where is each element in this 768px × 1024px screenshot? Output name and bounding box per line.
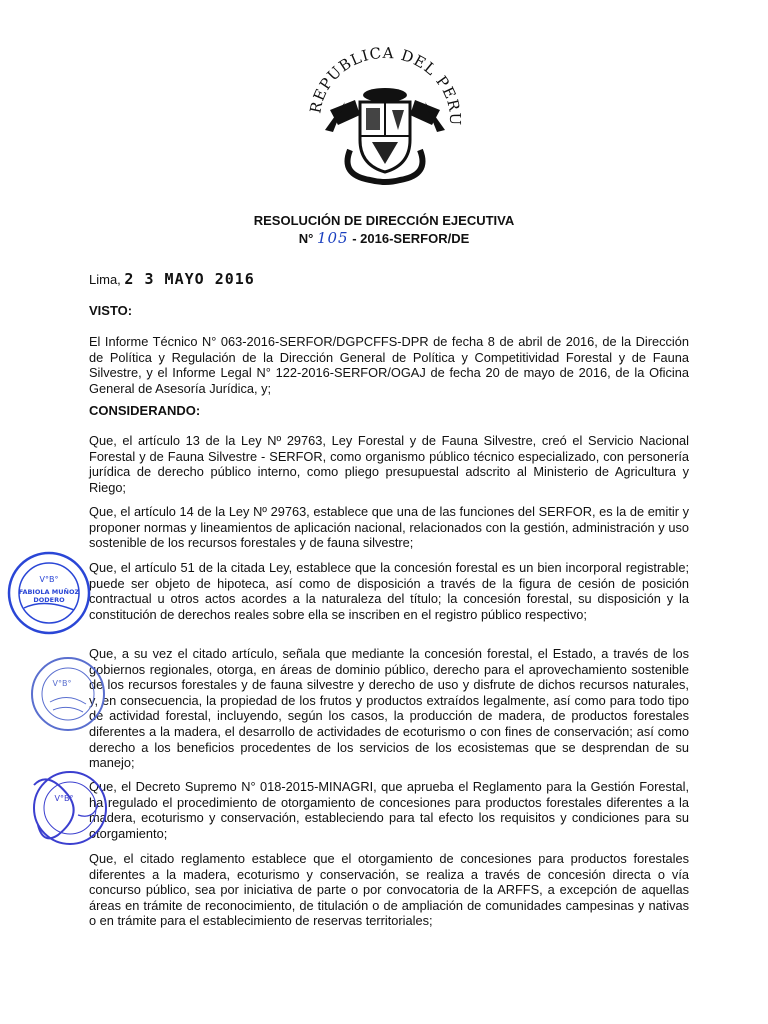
paragraph-1: Que, el artículo 13 de la Ley Nº 29763, Ley Forestal y de Fauna Silvestre, creó el Servicio Nacional Forestal y de Fauna Silvestre - SERFOR, como organismo público técnico especializado, con personería jurídica de derecho público interno, como pliego presupuestal adscrito al Ministerio de Agricultura y Riego;: [89, 433, 689, 495]
svg-text:FABIOLA MUÑOZ: FABIOLA MUÑOZ: [18, 588, 80, 596]
considerando-heading: CONSIDERANDO:: [89, 403, 201, 418]
peru-coat-of-arms-emblem: [300, 40, 470, 190]
resolution-number-line: [0, 229, 768, 247]
svg-text:V°B°: V°B°: [52, 679, 72, 688]
number-prefix: N°: [298, 231, 314, 246]
svg-text:DODERO: DODERO: [33, 596, 65, 604]
official-seal-stamp-1: [4, 548, 94, 638]
visto-paragraph: El Informe Técnico N° 063-2016-SERFOR/DGPCFFS-DPR de fecha 8 de abril de 2016, de la Dirección de Política y Regulación de la Dirección General de Política y Competitividad Forestal y de Fauna Silvestre, y el Informe Legal N° 122-2016-SERFOR/OGAJ de fecha 20 de mayo de 2016, de la Oficina General de Asesoría Jurídica, y;: [89, 334, 689, 396]
svg-text:REPUBLICA DEL PERU: REPUBLICA DEL PERU: [306, 43, 465, 127]
paragraph-3: Que, el artículo 51 de la citada Ley, establece que la concesión forestal es un bien incorporal registrable; puede ser objeto de hipoteca, así como de disposición a través de la figura de cesión de posición contractual u otros actos acordes a la naturaleza del título; la concesión forestal, su disposición y la constitución de derechos reales sobre ella se inscriben en el registro público respectivo;: [89, 560, 689, 622]
resolution-title: RESOLUCIÓN DE DIRECCIÓN EJECUTIVA: [253, 213, 515, 228]
official-seal-stamp-3: [28, 765, 110, 851]
paragraph-4: Que, a su vez el citado artículo, señala que mediante la concesión forestal, el Estado, a través de los gobiernos regionales, otorga, en áreas de dominio público, derecho para el aprovechamiento sostenible de los recursos forestales y de fauna silvestre y derecho de uso y disfrute de dichos recursos naturales, y, en consecuencia, la propiedad de los frutos y productos extraídos legalmente, así como para todo tipo de actividad forestal, incluyendo, según los casos, la producción de madera, de productos forestales diferentes a la madera, el desarrollo de actividades de ecoturismo o con fines de conservación; así como derecho a los beneficios procedentes de los servicios de los ecosistemas que se desprendan de su manejo;: [89, 646, 689, 771]
paragraph-2: Que, el artículo 14 de la Ley Nº 29763, establece que una de las funciones del SERFOR, es la de emitir y proponer normas y lineamientos de aplicación nacional, relacionados con la gestión, administración y uso sostenible de los recursos forestales y de fauna silvestre;: [89, 504, 689, 551]
paragraph-6: Que, el citado reglamento establece que el otorgamiento de concesiones para productos forestales diferentes a la madera, ecoturismo y conservación, se realiza a través de concesión directa o vía concurso público, sea por iniciativa de parte o por convocatoria de la ARFFS, a excepción de aquellas áreas en trámite de reconocimiento, de titulación o de ampliación de comunidades campesinas y nativas o en trámite para el establecimiento de reservas territoriales;: [89, 851, 689, 929]
paragraph-5: Que, el Decreto Supremo N° 018-2015-MINAGRI, que aprueba el Reglamento para la Gestión Forestal, ha regulado el procedimiento de otorgamiento de concesiones para productos forestales diferentes a la madera, ecoturismo y conservación, estableciendo para tal efecto los requisitos y condiciones para su otorgamiento;: [89, 779, 689, 841]
official-seal-stamp-2: [28, 652, 108, 736]
number-suffix: - 2016-SERFOR/DE: [352, 231, 470, 246]
visto-heading: VISTO:: [89, 303, 133, 318]
place-date-line: [89, 270, 255, 288]
svg-text:V°B°: V°B°: [39, 575, 59, 584]
svg-text:V°B°: V°B°: [54, 794, 74, 803]
stamped-date: 2 3 MAYO 2016: [124, 270, 255, 288]
place-label: Lima,: [89, 272, 121, 287]
handwritten-resolution-number: 105: [316, 229, 349, 247]
